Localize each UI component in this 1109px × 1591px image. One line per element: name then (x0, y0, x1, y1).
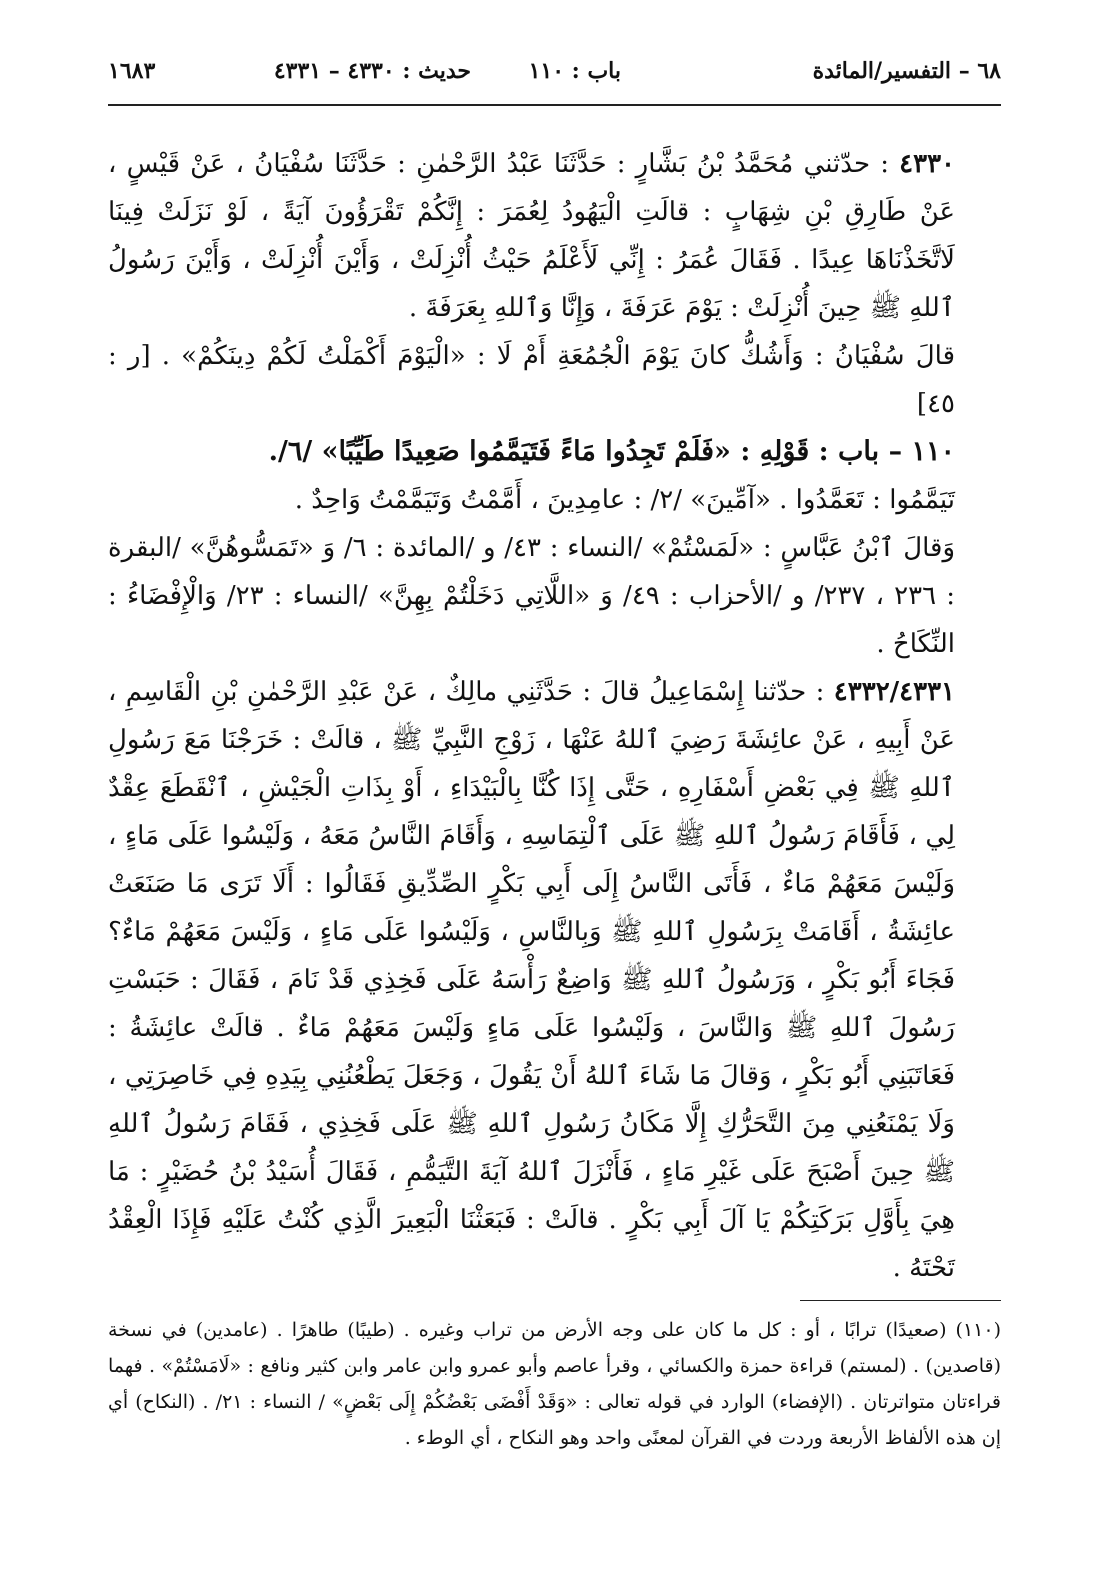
bab-heading: ١١٠ – باب : قَوْلِهِ : «فَلَمْ تَجِدُوا مَاءً فَتَيَمَّمُوا صَعِيدًا طَيِّبًا» /٦/. (268, 436, 955, 467)
hadith-number: ٤٣٣٠ (899, 149, 955, 179)
hadith-number: ٤٣٣٢/٤٣٣١ (833, 677, 956, 707)
header-bab-number: باب : ١١٠ (528, 58, 621, 84)
hadith-4330 (108, 140, 1001, 332)
hadith-text: : حدّثني مُحَمَّدُ بْنُ بَشَّارٍ : حَدَّثَنَا عَبْدُ الرَّحْمٰنِ : حَدَّثَنَا سُفْيَانُ ، عَنْ قَيْسٍ ، عَنْ طَارِقِ بْنِ شِهَابٍ : قالَتِ الْيَهُودُ لِعُمَرَ : إِنَّكُمْ تَقْرَؤُونَ آيَةً ، لَوْ نَزَلَتْ فِينَا لَاتَّخَذْنَاهَا عِيدًا . فَقَالَ عُمَرُ : إِنِّي لَأَعْلَمُ حَيْثُ أُنْزِلَتْ ، وَأَيْنَ أُنْزِلَتْ ، وَأَيْنَ رَسُولُ ٱللهِ ﷺ حِينَ أُنْزِلَتْ : يَوْمَ عَرَفَةَ ، وَإِنَّا وَٱللهِ بِعَرَفَةَ . (108, 149, 955, 323)
header-hadith-range: حديث : ٤٣٣٠ – ٤٣٣١ (273, 58, 471, 84)
header-section-title: ٦٨ – التفسير/المائدة (812, 58, 1001, 84)
footnote-text: (١١٠) (صعيدًا) ترابًا ، أو : كل ما كان على وجه الأرض من تراب وغيره . (طيبًا) طاهرًا . (عامدين) في نسخة (قاصدين) . (لمستم) قراءة حمزة والكسائي ، وقرأ عاصم وأبو عمرو وابن عامر وابن كثير ونافع : «لَامَسْتُمْ» . فهما قراءتان متواترتان . (الإفضاء) الوارد في قوله تعالى : «وَقَدْ أَفْضَى بَعْضُكُمْ إِلَى بَعْضٍ» / النساء : ٢١/ . (النكاح) أي إن هذه الألفاظ الأربعة وردت في القرآن لمعنًى واحد وهو النكاح ، أي الوطء . (108, 1319, 1001, 1449)
header-page-number: ١٦٨٣ (108, 58, 156, 84)
running-header (108, 52, 1001, 92)
hadith-4331 (108, 668, 1001, 1292)
bab-gloss-line: تَيَمَّمُوا : تَعَمَّدُوا . «آمِّينَ» /٢/ : عامِدِينَ ، أَمَّمْتُ وَتَيَمَّمْتُ وَاحِدٌ . (294, 485, 955, 515)
sufyan-note: قالَ سُفْيَانُ : وَأَشُكُّ كانَ يَوْمَ الْجُمُعَةِ أَمْ لَا : «الْيَوْمَ أَكْمَلْتُ لَكُمْ دِينَكُمْ» . [ر : ٤٥] (108, 341, 955, 419)
header-divider (108, 104, 1001, 106)
footnote-divider (800, 1300, 1001, 1301)
main-text (108, 140, 1001, 1292)
hadith-text: : حدّثنا إِسْمَاعِيلُ قالَ : حَدَّثَنِي مالِكٌ ، عَنْ عَبْدِ الرَّحْمٰنِ بْنِ الْقَاسِمِ ، عَنْ أَبِيهِ ، عَنْ عائِشَةَ رَضِيَ ٱللهُ عَنْهَا ، زَوْجِ النَّبِيِّ ﷺ ، قالَتْ : خَرَجْنَا مَعَ رَسُولِ ٱللهِ ﷺ فِي بَعْضِ أَسْفَارِهِ ، حَتَّى إِذَا كُنَّا بِالْبَيْدَاءِ ، أَوْ بِذَاتِ الْجَيْشِ ، ٱنْقَطَعَ عِقْدٌ لِي ، فَأَقَامَ رَسُولُ ٱللهِ ﷺ عَلَى ٱلْتِمَاسِهِ ، وَأَقَامَ النَّاسُ مَعَهُ ، وَلَيْسُوا عَلَى مَاءٍ ، وَلَيْسَ مَعَهُمْ مَاءٌ ، فَأَتَى النَّاسُ إِلَى أَبِي بَكْرٍ الصِّدِّيقِ فَقَالُوا : أَلَا تَرَى مَا صَنَعَتْ عائِشَةُ ، أَقَامَتْ بِرَسُولِ ٱللهِ ﷺ وَبِالنَّاسِ ، وَلَيْسُوا عَلَى مَاءٍ ، وَلَيْسَ مَعَهُمْ مَاءٌ؟ فَجَاءَ أَبُو بَكْرٍ ، وَرَسُولُ ٱللهِ ﷺ وَاضِعٌ رَأْسَهُ عَلَى فَخِذِي قَدْ نَامَ ، فَقَالَ : حَبَسْتِ رَسُولَ ٱللهِ ﷺ وَالنَّاسَ ، وَلَيْسُوا عَلَى مَاءٍ وَلَيْسَ مَعَهُمْ مَاءٌ . قالَتْ عائِشَةُ : فَعَاتَبَنِي أَبُو بَكْرٍ ، وَقالَ مَا شَاءَ ٱللهُ أَنْ يَقُولَ ، وَجَعَلَ يَطْعُنُنِي بِيَدِهِ فِي خَاصِرَتِي ، وَلَا يَمْنَعُنِي مِنَ التَّحَرُّكِ إِلَّا مَكَانُ رَسُولِ ٱللهِ ﷺ عَلَى فَخِذِي ، فَقَامَ رَسُولُ ٱللهِ ﷺ حِينَ أَصْبَحَ عَلَى غَيْرِ مَاءٍ ، فَأَنْزَلَ ٱللهُ آيَةَ التَّيَمُّمِ ، فَقَالَ أُسَيْدُ بْنُ حُضَيْرٍ : مَا هِيَ بِأَوَّلِ بَرَكَتِكُمْ يَا آلَ أَبِي بَكْرٍ . قالَتْ : فَبَعَثْنَا الْبَعِيرَ الَّذِي كُنْتُ عَلَيْهِ فَإِذَا الْعِقْدُ تَحْتَهُ . (108, 677, 955, 1283)
footnotes (108, 1312, 1001, 1456)
ibn-abbas-gloss: وَقالَ ٱبْنُ عَبَّاسٍ : «لَمَسْتُمْ» /النساء : ٤٣/ و /المائدة : ٦/ وَ «تَمَسُّوهُنَّ» /البقرة : ٢٣٦ ، ٢٣٧/ و /الأحزاب : ٤٩/ وَ «اللَّاتِي دَخَلْتُمْ بِهِنَّ» /النساء : ٢٣/ وَالْإِفْضَاءُ : النِّكَاحُ . (108, 533, 956, 659)
